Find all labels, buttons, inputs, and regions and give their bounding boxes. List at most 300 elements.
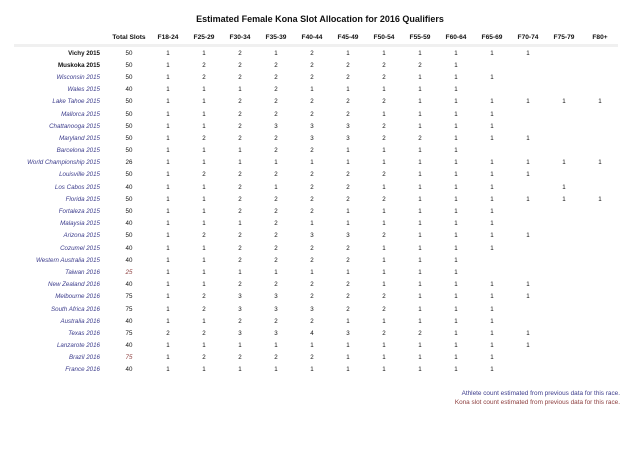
slot-cell: 2 <box>238 354 242 362</box>
slot-cell: 1 <box>382 110 386 118</box>
slot-cell <box>510 254 546 266</box>
table-row <box>14 181 618 193</box>
slot-cell <box>546 132 582 144</box>
slot-cell: 1 <box>490 342 494 350</box>
slot-cell: 3 <box>274 305 278 313</box>
total-slots-cell: 40 <box>125 256 133 264</box>
slot-cell: 1 <box>526 195 530 203</box>
slot-cell: 1 <box>166 195 170 203</box>
slot-cell: 1 <box>490 98 494 106</box>
total-slots-cell: 75 <box>125 305 133 313</box>
race-name: Los Cabos 2015 <box>54 183 100 191</box>
race-name: Wisconsin 2015 <box>56 73 100 81</box>
total-slots-cell: 50 <box>125 147 133 155</box>
race-name: Western Australia 2015 <box>36 256 100 264</box>
slot-cell: 1 <box>382 244 386 252</box>
slot-cell: 1 <box>166 354 170 362</box>
table-row <box>14 193 618 205</box>
table-row <box>14 291 618 303</box>
slot-cell: 1 <box>238 86 242 94</box>
header-f25-29: F25-29 <box>193 33 215 41</box>
slot-cell: 1 <box>346 220 350 228</box>
slot-cell: 1 <box>526 342 530 350</box>
slot-cell: 1 <box>202 195 206 203</box>
slot-cell: 2 <box>274 220 278 228</box>
race-name: Taiwan 2016 <box>65 268 100 276</box>
slot-cell: 2 <box>238 171 242 179</box>
slot-cell: 1 <box>166 268 170 276</box>
slot-cell: 1 <box>526 281 530 289</box>
slot-cell: 2 <box>346 110 350 118</box>
slot-cell: 1 <box>454 268 458 276</box>
header-f50-54: F50-54 <box>373 33 395 41</box>
header-f55-59: F55-59 <box>409 33 431 41</box>
slot-cell: 2 <box>238 256 242 264</box>
total-slots-cell: 50 <box>125 171 133 179</box>
slot-cell: 1 <box>490 73 494 81</box>
race-name: Chattanooga 2015 <box>49 122 100 130</box>
slot-cell: 1 <box>490 244 494 252</box>
slot-cell: 2 <box>238 244 242 252</box>
slot-cell: 2 <box>238 208 242 216</box>
total-slots-cell: 40 <box>125 317 133 325</box>
slot-cell: 2 <box>202 329 206 337</box>
slot-cell: 1 <box>454 61 458 69</box>
table-row <box>14 303 618 315</box>
slot-cell: 1 <box>454 110 458 118</box>
slot-cell <box>582 254 618 266</box>
slot-cell <box>510 145 546 157</box>
slot-cell: 1 <box>238 342 242 350</box>
slot-cell: 1 <box>274 49 278 57</box>
slot-cell: 2 <box>346 73 350 81</box>
slot-cell: 1 <box>454 317 458 325</box>
slot-cell: 2 <box>382 134 386 142</box>
slot-cell: 1 <box>454 171 458 179</box>
table-row <box>14 315 618 327</box>
slot-cell: 1 <box>454 244 458 252</box>
slot-cell <box>546 352 582 364</box>
header-f35-39: F35-39 <box>265 33 287 41</box>
slot-cell <box>582 352 618 364</box>
slot-cell: 1 <box>202 86 206 94</box>
race-name: Cozumel 2015 <box>60 244 100 252</box>
total-slots-cell: 75 <box>125 354 133 362</box>
header-f40-44: F40-44 <box>301 33 323 41</box>
slot-cell: 1 <box>598 98 602 106</box>
slot-cell: 2 <box>382 73 386 81</box>
slot-cell <box>546 108 582 120</box>
slot-cell <box>546 266 582 278</box>
slot-cell <box>582 340 618 352</box>
legend-notes <box>455 389 620 407</box>
slot-cell <box>582 291 618 303</box>
slot-cell: 1 <box>490 329 494 337</box>
slot-cell: 1 <box>166 342 170 350</box>
slot-cell: 1 <box>454 329 458 337</box>
slot-cell: 2 <box>346 171 350 179</box>
slot-cell: 1 <box>310 342 314 350</box>
slot-cell: 1 <box>382 49 386 57</box>
slot-cell: 3 <box>238 305 242 313</box>
slot-cell: 2 <box>202 73 206 81</box>
slot-cell <box>546 230 582 242</box>
slot-cell: 1 <box>490 220 494 228</box>
slot-cell <box>582 46 618 60</box>
slot-cell <box>510 71 546 83</box>
header-race <box>14 30 108 46</box>
slot-cell: 1 <box>202 147 206 155</box>
slot-cell: 2 <box>166 329 170 337</box>
slot-cell: 2 <box>238 98 242 106</box>
slot-cell: 2 <box>346 244 350 252</box>
slot-cell: 1 <box>238 366 242 374</box>
slot-cell: 2 <box>346 293 350 301</box>
slot-cell: 1 <box>490 232 494 240</box>
slot-cell: 1 <box>346 366 350 374</box>
slot-cell: 1 <box>382 354 386 362</box>
slot-cell: 1 <box>562 183 566 191</box>
slot-cell: 2 <box>382 293 386 301</box>
slot-cell: 1 <box>454 208 458 216</box>
slot-cell: 1 <box>454 354 458 362</box>
race-name: Vichy 2015 <box>68 49 100 57</box>
page-title: Estimated Female Kona Slot Allocation for 2016 Qualifiers <box>196 14 444 24</box>
slot-cell <box>546 315 582 327</box>
table-row <box>14 132 618 144</box>
slot-cell: 1 <box>166 305 170 313</box>
table-row <box>14 364 618 376</box>
slot-cell: 2 <box>238 49 242 57</box>
race-name: Wales 2015 <box>67 86 100 94</box>
slot-cell: 3 <box>346 232 350 240</box>
total-slots-cell: 50 <box>125 61 133 69</box>
header-f45-49: F45-49 <box>337 33 359 41</box>
slot-cell: 1 <box>202 256 206 264</box>
table-row <box>14 230 618 242</box>
total-slots-cell: 50 <box>125 98 133 106</box>
slot-cell: 2 <box>274 147 278 155</box>
slot-cell: 1 <box>166 232 170 240</box>
slot-cell: 3 <box>274 122 278 130</box>
slot-cell: 2 <box>274 195 278 203</box>
slot-cell: 1 <box>382 159 386 167</box>
slot-cell: 1 <box>166 293 170 301</box>
slot-cell: 1 <box>418 366 422 374</box>
slot-cell: 1 <box>526 171 530 179</box>
slot-cell: 2 <box>310 244 314 252</box>
slot-cell: 1 <box>490 171 494 179</box>
slot-cell: 3 <box>274 293 278 301</box>
race-name: Arizona 2015 <box>63 232 100 240</box>
slot-cell: 1 <box>418 195 422 203</box>
slot-cell: 2 <box>346 61 350 69</box>
slot-cell: 1 <box>166 208 170 216</box>
slot-cell: 2 <box>382 122 386 130</box>
slot-cell: 1 <box>562 98 566 106</box>
slot-cell: 1 <box>310 159 314 167</box>
slot-cell: 1 <box>454 220 458 228</box>
total-slots-cell: 75 <box>125 329 133 337</box>
slot-cell <box>546 218 582 230</box>
slot-cell: 3 <box>346 134 350 142</box>
slot-cell: 1 <box>454 366 458 374</box>
slot-cell: 2 <box>346 305 350 313</box>
header-f30-34: F30-34 <box>229 33 251 41</box>
slot-cell: 1 <box>166 220 170 228</box>
slot-cell: 1 <box>382 147 386 155</box>
slot-cell: 2 <box>274 232 278 240</box>
slot-cell: 1 <box>418 232 422 240</box>
race-name: Brazil 2016 <box>69 354 100 362</box>
race-name: Mallorca 2015 <box>61 110 100 118</box>
table-row <box>14 145 618 157</box>
slot-cell <box>582 279 618 291</box>
slot-cell: 1 <box>418 220 422 228</box>
slot-allocation-table <box>14 30 618 376</box>
slot-cell <box>546 327 582 339</box>
slot-cell: 1 <box>454 281 458 289</box>
slot-cell: 1 <box>418 305 422 313</box>
header-f80plus: F80+ <box>592 33 608 41</box>
slot-cell: 2 <box>310 208 314 216</box>
slot-cell: 1 <box>274 268 278 276</box>
slot-cell: 2 <box>310 281 314 289</box>
slot-cell: 1 <box>418 208 422 216</box>
slot-cell <box>546 84 582 96</box>
total-slots-cell: 40 <box>125 281 133 289</box>
slot-cell <box>546 169 582 181</box>
total-slots-cell: 50 <box>125 122 133 130</box>
slot-cell <box>582 242 618 254</box>
slot-cell: 1 <box>382 208 386 216</box>
total-slots-cell: 40 <box>125 342 133 350</box>
race-name: Louisville 2015 <box>59 171 100 179</box>
slot-cell: 1 <box>238 220 242 228</box>
slot-cell: 1 <box>490 134 494 142</box>
slot-cell <box>582 181 618 193</box>
slot-cell: 1 <box>490 208 494 216</box>
slot-cell <box>582 230 618 242</box>
slot-cell <box>546 145 582 157</box>
slot-cell: 1 <box>454 256 458 264</box>
slot-cell: 3 <box>310 232 314 240</box>
race-name: South Africa 2016 <box>51 305 100 313</box>
slot-cell: 2 <box>310 49 314 57</box>
slot-cell: 1 <box>418 86 422 94</box>
slot-cell: 2 <box>274 281 278 289</box>
slot-cell: 1 <box>454 159 458 167</box>
slot-cell: 1 <box>310 268 314 276</box>
slot-cell: 2 <box>310 317 314 325</box>
slot-cell: 1 <box>166 98 170 106</box>
slot-cell: 1 <box>202 317 206 325</box>
slot-cell: 1 <box>238 147 242 155</box>
slot-cell: 1 <box>166 159 170 167</box>
slot-cell: 1 <box>490 159 494 167</box>
slot-cell: 1 <box>238 159 242 167</box>
slot-cell <box>510 303 546 315</box>
slot-cell: 1 <box>166 281 170 289</box>
slot-cell: 1 <box>418 317 422 325</box>
slot-cell: 1 <box>382 342 386 350</box>
slot-cell: 1 <box>418 49 422 57</box>
table-header-row <box>14 30 618 46</box>
total-slots-cell: 40 <box>125 220 133 228</box>
slot-cell: 1 <box>382 317 386 325</box>
slot-cell: 3 <box>310 305 314 313</box>
slot-cell: 2 <box>238 134 242 142</box>
slot-cell: 2 <box>238 122 242 130</box>
slot-cell: 2 <box>238 317 242 325</box>
slot-cell: 2 <box>418 61 422 69</box>
slot-cell: 2 <box>310 354 314 362</box>
race-name: World Championship 2015 <box>27 159 100 167</box>
slot-cell: 2 <box>346 195 350 203</box>
header-total-slots: Total Slots <box>112 33 146 41</box>
slot-cell: 1 <box>166 317 170 325</box>
slot-cell: 2 <box>382 329 386 337</box>
slot-cell: 1 <box>202 366 206 374</box>
slot-cell: 1 <box>418 354 422 362</box>
slot-cell <box>582 303 618 315</box>
slot-cell: 1 <box>454 98 458 106</box>
slot-cell <box>582 145 618 157</box>
slot-cell: 1 <box>202 268 206 276</box>
slot-cell <box>510 205 546 217</box>
slot-cell <box>582 84 618 96</box>
slot-cell <box>474 145 510 157</box>
slot-cell: 1 <box>526 134 530 142</box>
table-row <box>14 108 618 120</box>
slot-cell <box>510 266 546 278</box>
slot-cell: 1 <box>418 159 422 167</box>
slot-cell <box>546 279 582 291</box>
slot-cell: 2 <box>310 171 314 179</box>
slot-cell: 2 <box>382 232 386 240</box>
slot-cell: 2 <box>310 195 314 203</box>
slot-cell: 2 <box>310 293 314 301</box>
slot-cell: 1 <box>274 183 278 191</box>
slot-cell: 1 <box>346 208 350 216</box>
slot-cell: 1 <box>418 256 422 264</box>
slot-cell <box>546 254 582 266</box>
slot-cell: 1 <box>418 171 422 179</box>
slot-cell: 3 <box>310 122 314 130</box>
total-slots-cell: 50 <box>125 73 133 81</box>
slot-cell: 2 <box>202 171 206 179</box>
table-row <box>14 242 618 254</box>
total-slots-cell: 25 <box>125 268 133 276</box>
slot-cell: 1 <box>202 159 206 167</box>
slot-cell: 2 <box>202 293 206 301</box>
slot-cell: 1 <box>166 86 170 94</box>
slot-cell: 2 <box>238 61 242 69</box>
slot-cell: 2 <box>202 134 206 142</box>
slot-cell: 2 <box>274 86 278 94</box>
slot-cell <box>582 71 618 83</box>
slot-cell: 1 <box>490 305 494 313</box>
slot-cell: 1 <box>454 122 458 130</box>
table-row <box>14 254 618 266</box>
slot-cell <box>546 303 582 315</box>
race-name: Muskoka 2015 <box>58 61 100 69</box>
race-name: Lake Tahoe 2015 <box>52 98 100 106</box>
slot-cell: 1 <box>454 183 458 191</box>
slot-cell: 1 <box>346 354 350 362</box>
slot-cell: 1 <box>490 317 494 325</box>
header-f60-64: F60-64 <box>445 33 467 41</box>
race-name: Malaysia 2015 <box>60 220 100 228</box>
slot-cell: 1 <box>274 366 278 374</box>
race-name: Australia 2016 <box>60 317 100 325</box>
slot-cell <box>546 242 582 254</box>
slot-cell: 2 <box>418 329 422 337</box>
slot-cell <box>582 205 618 217</box>
slot-cell: 1 <box>418 98 422 106</box>
slot-cell: 1 <box>598 159 602 167</box>
slot-cell: 1 <box>346 159 350 167</box>
slot-cell: 1 <box>382 183 386 191</box>
slot-cell: 1 <box>454 342 458 350</box>
slot-cell: 1 <box>418 110 422 118</box>
slot-cell: 1 <box>490 293 494 301</box>
slot-cell: 1 <box>490 354 494 362</box>
race-name: Texas 2016 <box>68 329 100 337</box>
slot-cell: 2 <box>238 281 242 289</box>
slot-cell <box>510 84 546 96</box>
table-row <box>14 266 618 278</box>
slot-cell: 2 <box>382 305 386 313</box>
total-slots-cell: 50 <box>125 232 133 240</box>
slot-cell: 2 <box>382 195 386 203</box>
slot-cell: 2 <box>202 61 206 69</box>
slot-cell: 3 <box>238 329 242 337</box>
slot-cell: 1 <box>166 147 170 155</box>
slot-cell: 2 <box>238 232 242 240</box>
slot-cell <box>546 364 582 376</box>
total-slots-cell: 75 <box>125 293 133 301</box>
slot-cell: 1 <box>166 110 170 118</box>
slot-cell <box>546 291 582 303</box>
slot-cell: 2 <box>238 110 242 118</box>
total-slots-cell: 50 <box>125 134 133 142</box>
slot-cell: 1 <box>418 268 422 276</box>
race-name: New Zealand 2016 <box>48 281 100 289</box>
slot-cell: 1 <box>526 49 530 57</box>
total-slots-cell: 26 <box>125 159 133 167</box>
slot-cell <box>510 364 546 376</box>
slot-cell: 3 <box>346 329 350 337</box>
slot-cell: 2 <box>310 147 314 155</box>
slot-cell: 2 <box>238 183 242 191</box>
slot-cell: 1 <box>346 86 350 94</box>
slot-cell <box>582 108 618 120</box>
total-slots-cell: 50 <box>125 49 133 57</box>
slot-cell: 2 <box>382 98 386 106</box>
slot-cell: 1 <box>490 110 494 118</box>
slot-cell: 1 <box>202 122 206 130</box>
slot-cell: 1 <box>526 293 530 301</box>
slot-cell: 1 <box>202 281 206 289</box>
header-f75-79: F75-79 <box>553 33 575 41</box>
table-row <box>14 169 618 181</box>
race-name: Lanzarote 2016 <box>56 342 100 350</box>
slot-cell: 1 <box>274 342 278 350</box>
slot-cell <box>510 59 546 71</box>
table-row <box>14 46 618 60</box>
slot-cell: 2 <box>274 98 278 106</box>
